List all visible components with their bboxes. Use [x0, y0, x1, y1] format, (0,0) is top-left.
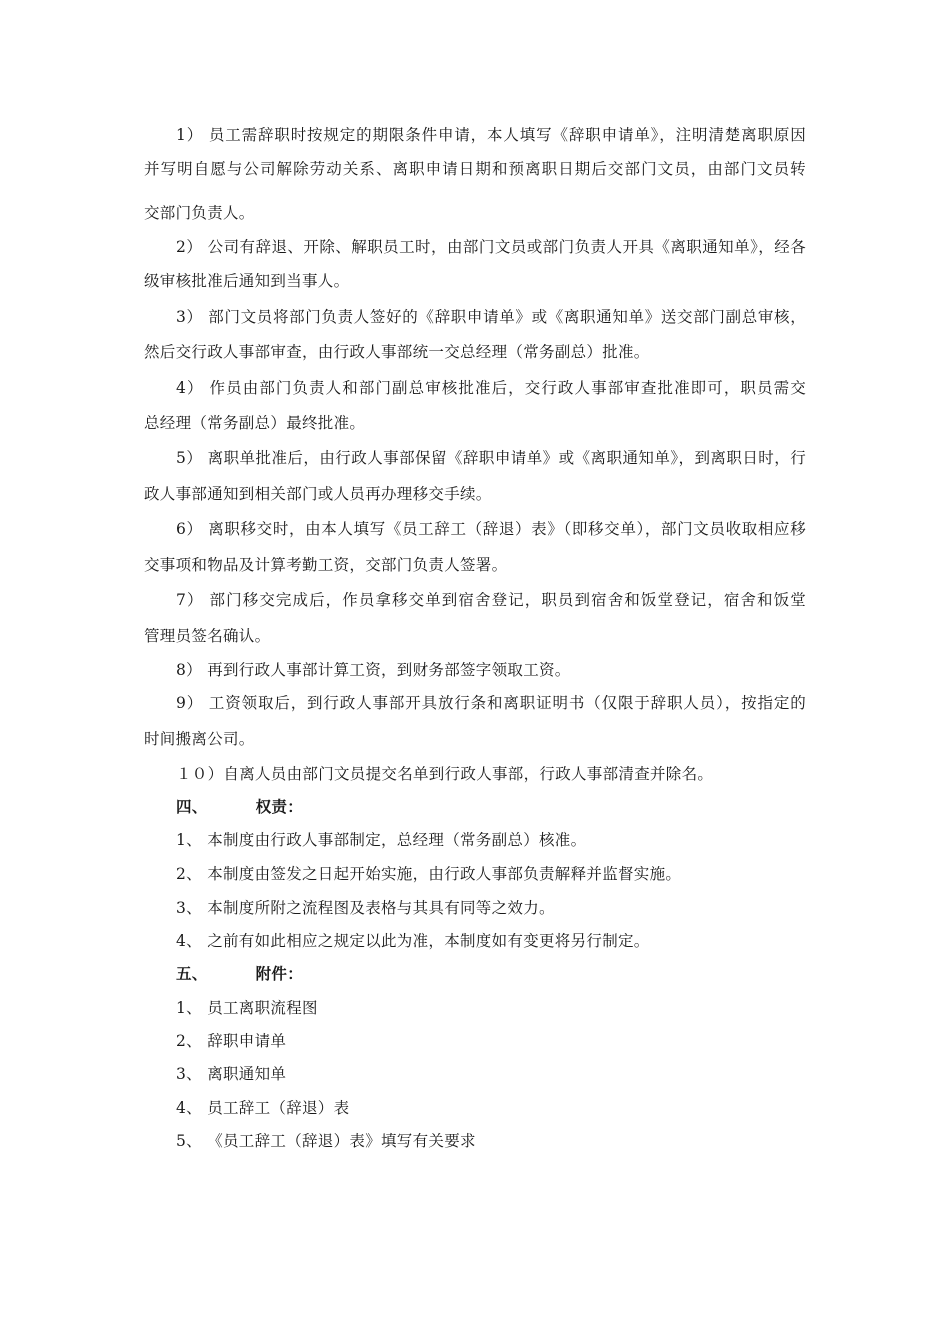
item-3-line-1: 3） 部门文员将部门负责人签好的《辞职申请单》或《离职通知单》送交部门副总审核，	[176, 308, 806, 326]
item-4-line-2: 总经理（常务副总）最终批准。	[144, 414, 366, 432]
section-4-item-4: 4、 之前有如此相应之规定以此为准，本制度如有变更将另行制定。	[176, 932, 650, 950]
item-4-line-1: 4） 作员由部门负责人和部门副总审核批准后，交行政人事部审查批准即可，职员需交	[176, 379, 806, 397]
item-9-line-2: 时间搬离公司。	[144, 730, 255, 748]
item-5-line-1: 5） 离职单批准后，由行政人事部保留《辞职申请单》或《离职通知单》，到离职日时，行	[176, 449, 806, 467]
section-5-item-4: 4、 员工辞工（辞退）表	[176, 1099, 350, 1117]
item-3-line-2: 然后交行政人事部审查，由行政人事部统一交总经理（常务副总）批准。	[144, 343, 650, 361]
section-4-title: 权责：	[255, 797, 304, 816]
section-4-item-1: 1、 本制度由行政人事部制定，总经理（常务副总）核准。	[176, 831, 587, 849]
section-5-item-5: 5、 《员工辞工（辞退）表》填写有关要求	[176, 1132, 476, 1150]
section-4-item-3: 3、 本制度所附之流程图及表格与其具有同等之效力。	[176, 899, 555, 917]
item-9-line-1: 9） 工资领取后，到行政人事部开具放行条和离职证明书（仅限于辞职人员），按指定的	[176, 694, 806, 712]
item-6-line-1: 6） 离职移交时，由本人填写《员工辞工（辞退）表》（即移交单），部门文员收取相应移	[176, 520, 806, 538]
section-5-item-1: 1、 员工离职流程图	[176, 999, 318, 1017]
item-2-line-2: 级审核批准后通知到当事人。	[144, 272, 350, 290]
section-5-number: 五、	[176, 964, 208, 983]
section-4-item-2: 2、 本制度由签发之日起开始实施，由行政人事部负责解释并监督实施。	[176, 865, 682, 883]
section-5-heading	[176, 964, 303, 984]
section-4-heading	[176, 797, 303, 817]
section-5-item-3: 3、 离职通知单	[176, 1065, 287, 1083]
item-7-line-1: 7） 部门移交完成后，作员拿移交单到宿舍登记，职员到宿舍和饭堂登记，宿舍和饭堂	[176, 591, 806, 609]
item-1-line-3: 交部门负责人。	[144, 204, 255, 222]
item-7-line-2: 管理员签名确认。	[144, 627, 271, 645]
item-2-line-1: 2） 公司有辞退、开除、解职员工时，由部门文员或部门负责人开具《离职通知单》，经各	[176, 238, 806, 256]
item-1-line-1: 1） 员工需辞职时按规定的期限条件申请，本人填写《辞职申请单》，注明清楚离职原因	[176, 126, 806, 144]
section-4-number: 四、	[176, 797, 208, 816]
item-5-line-2: 政人事部通知到相关部门或人员再办理移交手续。	[144, 485, 492, 503]
item-1-line-2: 并写明自愿与公司解除劳动关系、离职申请日期和预离职日期后交部门文员，由部门文员转	[144, 160, 806, 178]
section-5-item-2: 2、 辞职申请单	[176, 1032, 287, 1050]
section-5-title: 附件：	[255, 964, 304, 983]
item-6-line-2: 交事项和物品及计算考勤工资，交部门负责人签署。	[144, 556, 508, 574]
item-8-line-1: 8） 再到行政人事部计算工资，到财务部签字领取工资。	[176, 661, 571, 679]
item-10-line-1: １０）自离人员由部门文员提交名单到行政人事部，行政人事部清查并除名。	[176, 765, 714, 783]
